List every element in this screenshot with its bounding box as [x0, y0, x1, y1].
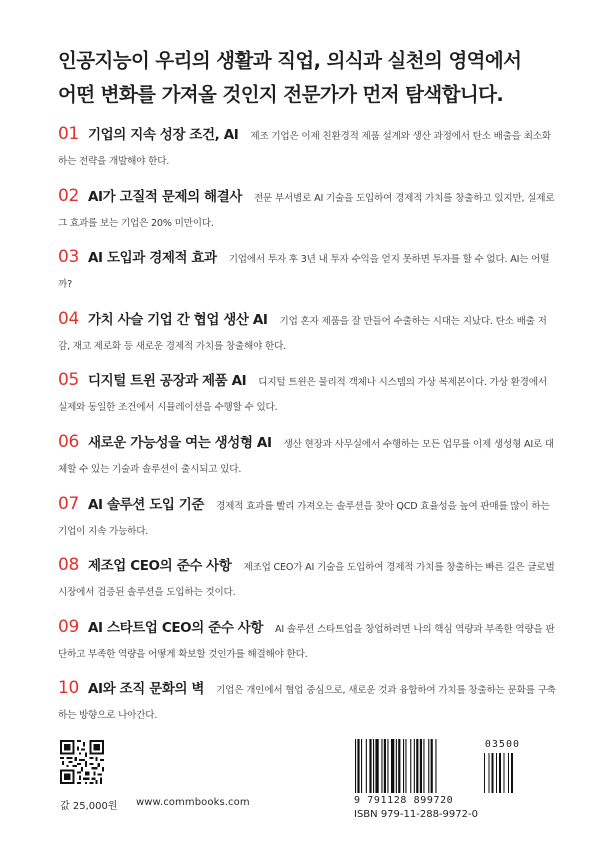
item-description: 기업 혼자 제품을 잘 만들어 수출하는 시대는 지났다. 탄소 배출 저감, 재고 제로화 등 새로운 경제적 가치를 창출해야 한다.: [58, 315, 547, 352]
item-title: AI 스타트업 CEO의 준수 사항: [88, 619, 264, 636]
item-description: 경제적 효과를 빨리 가져오는 솔루션을 찾아 QCD 효율성을 높여 판매를 많이 하는 기업이 지속 가능하다.: [58, 500, 550, 537]
item-description: 전문 부서별로 AI 기술을 도입하여 경제적 가치를 창출하고 있지만, 실제로 그 효과를 보는 기업은 20% 미만이다.: [58, 192, 555, 229]
list-item: [58, 117, 558, 179]
list-item: [58, 487, 558, 549]
item-title: AI 도입과 경제적 효과: [88, 250, 217, 267]
item-number: 01: [58, 124, 80, 144]
addon-code: 03500: [484, 739, 520, 750]
item-title: 기업의 지속 성장 조건, AI: [88, 127, 239, 143]
headline-line-2: 어떤 변화를 가져올 것인지 전문가가 먼저 탐색합니다.: [58, 83, 504, 106]
item-description: 제조업 CEO가 AI 기술을 도입하여 경제적 가치를 창출하는 빠른 길은 글로벌 시장에서 검증된 솔루션을 도입하는 것이다.: [58, 562, 555, 599]
item-number: 05: [58, 370, 80, 391]
item-title: 디지털 트윈 공장과 제품 AI: [88, 373, 247, 390]
item-number: 07: [58, 493, 80, 514]
item-number: 09: [58, 616, 80, 637]
chapter-list: [58, 117, 558, 733]
list-item: [58, 425, 558, 487]
item-title: AI가 고질적 문제의 해결사: [88, 188, 242, 205]
item-description: 기업에서 투자 후 3년 내 투자 수익을 얻지 못하면 투자를 할 수 없다. AI는 어떨까?: [58, 254, 550, 291]
headline: [58, 44, 558, 112]
qr-code-icon: [60, 740, 104, 784]
headline-line-1: 인공지능이 우리의 생활과 직업, 의식과 실천의 영역에서: [58, 49, 522, 72]
list-item: [58, 548, 558, 610]
publisher-url: www.commbooks.com: [136, 797, 250, 808]
item-title: 새로운 가능성을 여는 생성형 AI: [88, 434, 272, 451]
item-number: 02: [58, 185, 80, 206]
item-title: 가치 사슬 기업 간 협업 생산 AI: [88, 311, 268, 328]
item-number: 04: [58, 308, 80, 329]
item-description: 기업은 개인에서 협업 중심으로, 새로운 것과 융합하여 가치를 창출하는 문화를 구축하는 방향으로 나아간다.: [58, 685, 556, 722]
item-description: 디지털 트윈은 물리적 객체나 시스템의 가상 복제본이다. 가상 환경에서 실제와 동일한 조건에서 시뮬레이션을 수행할 수 있다.: [58, 377, 547, 414]
price-label: 값 25,000원: [60, 801, 118, 812]
isbn-number: ISBN 979-11-288-9972-0: [354, 809, 478, 820]
item-number: 10: [58, 678, 80, 699]
item-title: AI와 조직 문화의 벽: [88, 681, 205, 698]
list-item: [58, 610, 558, 672]
item-description: 제조 기업은 이제 친환경적 제품 설계와 생산 과정에서 탄소 배출을 최소화하는 전략을 개발해야 한다.: [58, 131, 551, 167]
list-item: [58, 671, 558, 733]
item-description: 생산 현장과 사무실에서 수행하는 모든 업무를 이제 생성형 AI로 대체할 수 있는 기술과 솔루션이 출시되고 있다.: [58, 438, 554, 475]
list-item: [58, 363, 558, 425]
ean-digits: 9 791128 899720: [354, 795, 454, 806]
list-item: [58, 302, 558, 364]
list-item: [58, 179, 558, 241]
item-description: AI 솔루션 스타트업을 창업하려면 나의 핵심 역량과 부족한 역량을 판단하고 부족한 역량을 어떻게 확보할 것인가를 해결해야 한다.: [58, 623, 555, 660]
item-number: 06: [58, 431, 80, 452]
item-title: AI 솔루션 도입 기준: [88, 496, 205, 513]
item-title: 제조업 CEO의 준수 사항: [88, 558, 232, 575]
list-item: [58, 240, 558, 302]
item-number: 03: [58, 247, 80, 268]
item-number: 08: [58, 555, 80, 576]
